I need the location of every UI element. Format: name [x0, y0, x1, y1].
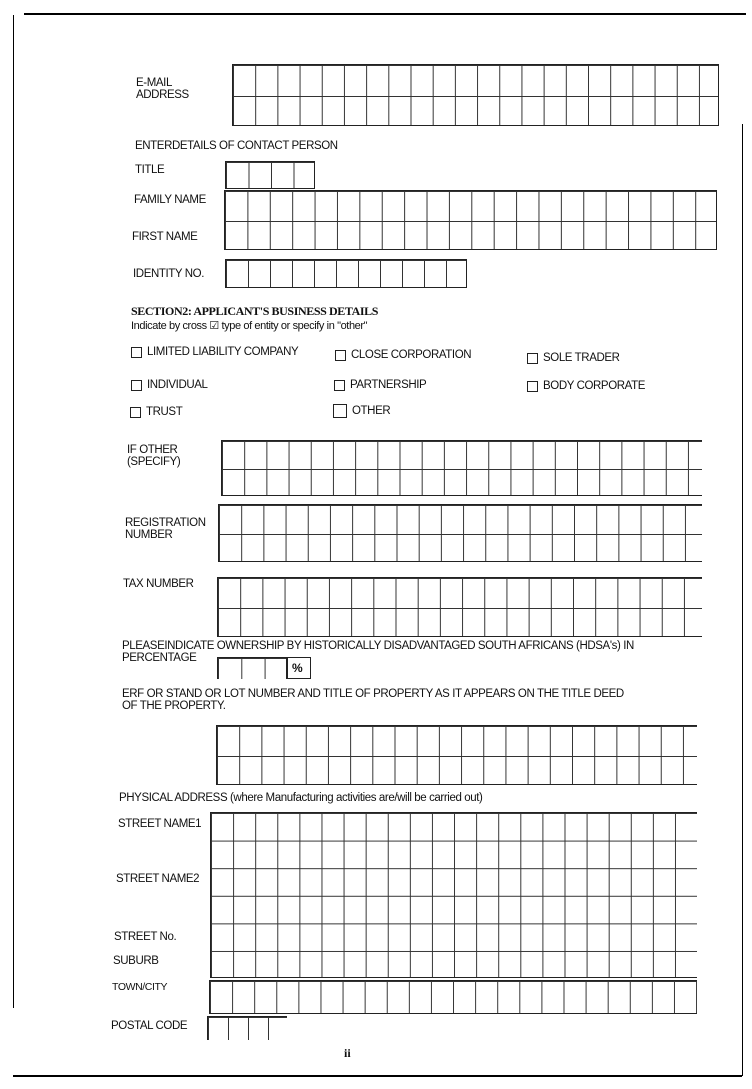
checkbox-label: INDIVIDUAL: [147, 379, 208, 391]
street-no-label: STREET No.: [114, 931, 177, 943]
checkbox-partnership[interactable]: [334, 379, 426, 391]
street-name1-label: STREET NAME1: [118, 818, 202, 830]
checkbox-box[interactable]: [333, 404, 347, 418]
checkbox-box[interactable]: [527, 353, 538, 364]
checkbox-box[interactable]: [131, 380, 142, 391]
tax-number-field[interactable]: [217, 577, 702, 637]
postal-code-field[interactable]: [207, 1016, 287, 1040]
hdsa-percentage-field[interactable]: [217, 657, 287, 679]
checkbox-box[interactable]: [527, 381, 538, 392]
name-fields[interactable]: [224, 190, 717, 250]
checkbox-box[interactable]: [335, 350, 346, 361]
checkbox-label: CLOSE CORPORATION: [351, 349, 472, 361]
town-city-field[interactable]: [209, 980, 697, 1014]
checkbox-label: OTHER: [352, 405, 391, 417]
erf-field[interactable]: [216, 725, 697, 785]
checkbox-close-corporation[interactable]: [335, 349, 471, 361]
physical-address-label: PHYSICAL ADDRESS (where Manufacturing activities are/will be carried out): [119, 792, 483, 804]
checkbox-trust[interactable]: [130, 406, 182, 418]
title-label: TITLE: [135, 164, 165, 176]
checkbox-sole-trader[interactable]: [527, 352, 620, 364]
checkbox-label: SOLE TRADER: [543, 352, 620, 364]
checkbox-label: PARTNERSHIP: [350, 379, 427, 391]
if-other-label: IF OTHER (SPECIFY): [127, 444, 181, 468]
postal-code-label: POSTAL CODE: [111, 1020, 188, 1032]
tax-number-label: TAX NUMBER: [123, 578, 194, 590]
section-instruction: Indicate by cross ☑ type of entity or specify in "other": [131, 320, 368, 332]
checkbox-box[interactable]: [130, 407, 141, 418]
family-name-label: FAMILY NAME: [134, 194, 206, 206]
suburb-label: SUBURB: [113, 955, 159, 967]
registration-number-field[interactable]: [218, 504, 702, 562]
contact-person-heading: ENTERDETAILS OF CONTACT PERSON: [135, 140, 338, 152]
registration-number-label: REGISTRATION NUMBER: [125, 517, 206, 541]
first-name-label: FIRST NAME: [132, 231, 198, 243]
checkbox-limited-liability-company[interactable]: [131, 346, 298, 358]
checkbox-label: BODY CORPORATE: [543, 380, 645, 392]
right-rule: [742, 124, 743, 1076]
page-number: ii: [344, 1046, 351, 1060]
top-rule: [24, 13, 746, 15]
identity-no-field[interactable]: [225, 259, 467, 288]
email-field[interactable]: [232, 64, 719, 126]
email-label: E-MAIL ADDRESS: [136, 77, 189, 101]
checkbox-label: LIMITED LIABILITY COMPANY: [147, 346, 299, 358]
percent-sign: %: [292, 661, 303, 675]
section-heading: SECTION2: APPLICANT'S BUSINESS DETAILS: [131, 304, 378, 318]
erf-label: ERF OR STAND OR LOT NUMBER AND TITLE OF PROPERTY AS IT APPEARS ON THE TITLE DEED OF THE PROPERTY.: [122, 688, 624, 712]
checkbox-box[interactable]: [131, 347, 142, 358]
left-rule: [13, 15, 14, 1008]
checkbox-body-corporate[interactable]: [527, 380, 645, 392]
checkbox-other[interactable]: [333, 404, 390, 418]
checkbox-label: TRUST: [146, 406, 183, 418]
checkbox-individual[interactable]: [131, 379, 208, 391]
physical-address-fields[interactable]: [210, 812, 697, 978]
hdsa-label: PLEASEINDICATE OWNERSHIP BY HISTORICALLY DISADVANTAGED SOUTH AFRICANS (HDSA's) IN PERCENTAGE: [122, 640, 634, 664]
street-name2-label: STREET NAME2: [116, 873, 200, 885]
bottom-rule: [13, 1075, 742, 1077]
title-field[interactable]: [225, 161, 315, 189]
identity-no-label: IDENTITY NO.: [133, 268, 205, 280]
if-other-field[interactable]: [221, 440, 702, 496]
town-city-label: TOWN/CITY: [112, 981, 168, 993]
checkbox-box[interactable]: [334, 380, 345, 391]
